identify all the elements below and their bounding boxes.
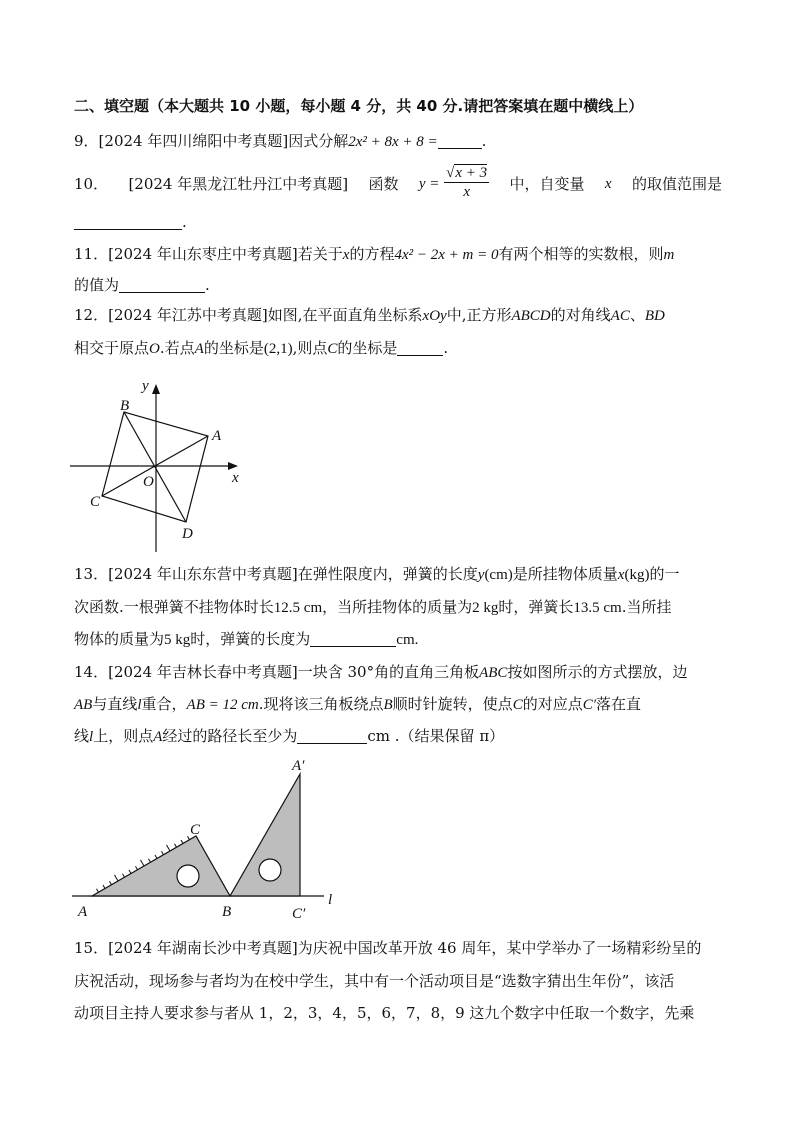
q13-line3-a: 物体的质量为 [74, 630, 165, 648]
q12-source: [2024 年江苏中考真题] [108, 306, 268, 324]
q13-v1: 12.5 cm [273, 600, 323, 616]
ruler-tick [103, 885, 105, 888]
q13-line1-a: 在弹性限度内，弹簧的长度 [297, 565, 478, 583]
q12-text-b: 中,正方形 [446, 306, 512, 324]
q13-xkg: (kg) [624, 567, 650, 583]
q11-line2: 的值为 . [74, 276, 210, 294]
question-13 [74, 564, 679, 585]
q13-x: x [617, 567, 625, 583]
q12-line2-d: ,则点 [292, 339, 328, 357]
q14-line2 [74, 694, 641, 715]
q10-var: x [604, 176, 612, 192]
question-12 [74, 305, 665, 326]
q14-line1-b: 按如图所示的方式摆放，边 [507, 663, 688, 681]
q14-line2-f: 落在直 [596, 695, 642, 713]
q13-ycm: (cm) [484, 567, 513, 583]
q12-label-a: A [212, 428, 222, 444]
q14-l-2: l [89, 729, 94, 745]
q12-label-x: x [232, 470, 239, 486]
question-10 [74, 164, 722, 204]
q12-label-y: y [142, 378, 149, 394]
q10-text-a: 函数 [368, 175, 399, 193]
q14-line2-c: .现将该三角板绕点 [258, 695, 384, 713]
q14-abc: ABC [479, 665, 508, 681]
q11-line2-text: 的值为 [74, 276, 120, 294]
ruler-tick [181, 840, 183, 843]
q14-c: C [512, 697, 523, 713]
q14-cp: C′ [582, 697, 597, 713]
q12-line2: 相交于原点O.若点A的坐标是(2,1),则点C的坐标是 . [74, 339, 449, 357]
q9-text: 因式分解 [288, 132, 349, 150]
q10-numerator: x + 3 [455, 165, 488, 181]
q14-line3 [74, 726, 504, 747]
q11-text-b: 的方程 [349, 245, 395, 263]
q14-ab-eq: AB = 12 cm [186, 697, 259, 713]
q14-label-a: A [78, 904, 88, 920]
q14-a: A [153, 729, 163, 745]
q14-triangle-abc [92, 836, 230, 896]
q15-line1: 为庆祝中国改革开放 46 周年，某中学举办了一场精彩纷呈的 [297, 939, 702, 957]
q14-line2-a: 与直线 [92, 695, 138, 713]
q12-abcd: ABCD [511, 308, 551, 324]
q13-line2 [74, 597, 672, 618]
q10-denominator: x [463, 184, 470, 200]
q10-number: 10． [74, 175, 109, 193]
q11-number: 11． [74, 245, 109, 263]
q15-number: 15． [74, 939, 109, 957]
q12-label-c: C [90, 494, 101, 510]
q9-expression: 2x² + 8x + 8 = [348, 134, 438, 150]
ruler-tick [110, 881, 112, 884]
q14-hole-2 [259, 859, 281, 881]
q14-answer-blank[interactable] [297, 727, 367, 744]
q12-label-d: D [182, 526, 193, 542]
q13-unit: cm. [396, 632, 419, 648]
q14-b: B [383, 697, 393, 713]
q12-text-c: 的对角线 [550, 306, 611, 324]
q14-source: [2024 年吉林长春中考真题] [108, 663, 298, 681]
q14-label-a-prime: A′ [292, 758, 305, 774]
section-title: 二、填空题（本大题共 10 小题，每小题 4 分，共 40 分.请把答案填在题中横线上） [74, 97, 644, 115]
q10-answer-blank[interactable] [74, 213, 182, 230]
q12-label-o: O [143, 474, 154, 490]
ruler-tick [136, 866, 138, 869]
q13-v2: 2 kg [472, 600, 499, 616]
q9-answer-blank[interactable] [438, 132, 482, 149]
q14-line1-a: 一块含 30°角的直角三角板 [297, 663, 480, 681]
q12-a: A [194, 341, 204, 357]
q14-line2-d: 顺时针旋转，使点 [392, 695, 513, 713]
q11-var: x [342, 247, 350, 263]
q13-line2-d: .当所挂 [621, 598, 672, 616]
q13-source: [2024 年山东东营中考真题] [108, 565, 298, 583]
q14-label-c: C [190, 822, 201, 838]
q15-line3: 动项目主持人要求参与者从 1，2，3，4，5，6，7，8，9 这九个数字中任取一个数字，先乘 [74, 1004, 695, 1022]
q12-number: 12． [74, 306, 109, 324]
ruler-tick [97, 889, 99, 892]
q14-l: l [137, 697, 142, 713]
ruler-tick [115, 875, 118, 881]
q14-line2-e: 的对应点 [522, 695, 583, 713]
question-9: 9．[2024 年四川绵阳中考真题]因式分解2x² + 8x + 8 = . [74, 132, 487, 150]
q12-label-b: B [120, 398, 130, 414]
q11-text-c: 有两个相等的实数根，则 [498, 245, 664, 263]
q13-number: 13． [74, 565, 109, 583]
q13-v3: 13.5 cm [573, 600, 622, 616]
question-11 [74, 244, 674, 265]
q14-label-c-prime: C′ [292, 906, 306, 922]
q14-label-l: l [328, 892, 333, 908]
question-14 [74, 662, 687, 683]
q11-source: [2024 年山东枣庄中考真题] [108, 245, 298, 263]
q11-var-m: m [663, 247, 675, 263]
q11-text-a: 若关于 [297, 245, 343, 263]
q13-y: y [477, 567, 485, 583]
q14-line3-d: cm .（结果保留 π） [367, 727, 505, 745]
ruler-tick [149, 859, 151, 862]
q13-line1-b: 是所挂物体质量 [512, 565, 618, 583]
q14-number: 14． [74, 663, 109, 681]
q13-line2-b: ，当所挂物体的质量为 [322, 598, 473, 616]
q13-line2-a: 次函数.一根弹簧不挂物体时长 [74, 598, 274, 616]
q12-line2-e: 的坐标是 [337, 339, 398, 357]
ruler-tick [167, 845, 170, 851]
q12-bd: BD [644, 308, 665, 324]
q12-ac: AC [610, 308, 630, 324]
q12-coord: (2,1) [263, 341, 293, 357]
q10-line2: . [74, 212, 187, 232]
q14-line2-b: 重合， [141, 695, 187, 713]
q14-ab: AB [74, 697, 93, 713]
q13-answer-blank[interactable] [310, 630, 396, 647]
q12-o: O [149, 341, 160, 357]
q12-line2-a: 相交于原点 [74, 339, 150, 357]
ruler-tick [162, 851, 164, 854]
ruler-tick [141, 860, 144, 866]
q12-answer-blank[interactable] [397, 339, 443, 356]
q12-x-axis-arrow [228, 462, 238, 470]
q13-line1-c: 的一 [649, 565, 680, 583]
ruler-tick [155, 855, 157, 858]
ruler-tick [175, 844, 177, 847]
q13-line2-c: 时，弹簧长 [498, 598, 574, 616]
q14-hole-1 [177, 865, 199, 887]
q14-line3-b: 上，则点 [93, 727, 154, 745]
q15-line2: 庆祝活动，现场参与者均为在校中学生，其中有一个活动项目是“选数字猜出生年份”，该活 [74, 972, 675, 990]
q10-y-eq: y = [418, 176, 440, 192]
q9-source: [2024 年四川绵阳中考真题] [98, 132, 289, 150]
q14-label-b: B [222, 904, 232, 920]
q13-v4: 5 kg [164, 632, 191, 648]
q14-line3-c: 经过的路径长至少为 [162, 727, 298, 745]
ruler-tick [123, 874, 125, 877]
q13-line3 [74, 629, 418, 650]
q12-text-a: 如图,在平面直角坐标系 [267, 306, 423, 324]
q14-triangle-figure [66, 752, 356, 924]
ruler-tick [129, 870, 131, 873]
q10-source: [2024 年黑龙江牡丹江中考真题] [128, 175, 349, 193]
q10-formula [419, 165, 489, 203]
q9-number: 9． [74, 132, 99, 150]
q13-line3-b: 时，弹簧的长度为 [190, 630, 311, 648]
q10-text-c: 的取值范围是 [631, 175, 722, 193]
q12-sep: 、 [629, 306, 645, 324]
question-15 [74, 938, 701, 958]
q11-expression: 4x² − 2x + m = 0 [394, 247, 499, 263]
q10-text-b: 中，自变量 [509, 175, 585, 193]
q12-y-axis-arrow [152, 384, 160, 394]
q11-answer-blank[interactable] [119, 276, 205, 293]
q12-coordinate-figure [66, 374, 256, 554]
q12-xoy: xOy [422, 308, 447, 324]
q15-source: [2024 年湖南长沙中考真题] [108, 939, 298, 957]
q10-fraction: $\frac{√x + 3}{x}$ [446, 165, 488, 200]
q12-c: C [327, 341, 338, 357]
q12-line2-b: .若点 [159, 339, 195, 357]
q14-line3-a: 线 [74, 727, 90, 745]
q12-line2-c: 的坐标是 [203, 339, 264, 357]
